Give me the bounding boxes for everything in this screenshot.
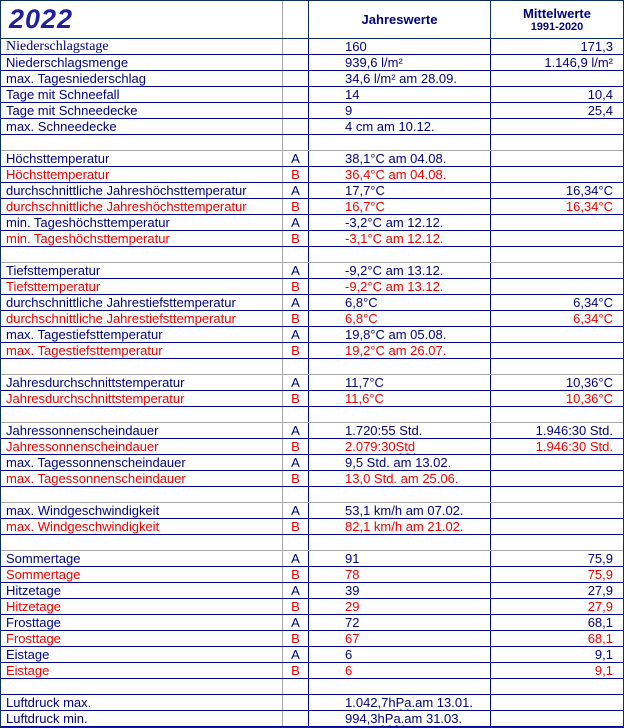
ab-indicator: B [283, 311, 309, 326]
jahreswerte-value [309, 135, 491, 150]
ab-indicator: B [283, 343, 309, 358]
ab-indicator [283, 247, 309, 262]
ab-indicator [283, 103, 309, 118]
table-row [1, 71, 623, 87]
ab-indicator: B [283, 567, 309, 582]
mittelwerte-value: 27,9 [587, 583, 613, 598]
row-label: Jahresdurchschnittstemperatur [1, 375, 283, 390]
jahreswerte-value: 11,7°C [309, 375, 491, 390]
table-row [1, 439, 623, 455]
table-row [1, 647, 623, 663]
ab-indicator [283, 679, 309, 694]
row-label: durchschnittliche Jahreshöchsttemperatur [1, 183, 283, 198]
jahreswerte-value: 19,2°C am 26.07. [309, 343, 491, 358]
ab-header-cell [283, 1, 309, 38]
table-row [1, 503, 623, 519]
row-label [1, 535, 283, 550]
ab-indicator: A [283, 503, 309, 518]
jahreswerte-value [309, 487, 491, 502]
mittelwerte-value [491, 343, 623, 358]
ab-indicator [283, 55, 309, 70]
mittelwerte-value: 9,1 [594, 663, 613, 678]
jahreswerte-value: 4 cm am 10.12. [309, 119, 491, 134]
ab-indicator [283, 695, 309, 710]
row-label: Jahressonnenscheindauer [1, 423, 283, 438]
spellcheck-squiggle: hPa. [377, 711, 405, 726]
yearly-values-header-label: Jahreswerte [361, 12, 438, 27]
jahreswerte-value: 17,7°C [309, 183, 491, 198]
ab-indicator: B [283, 663, 309, 678]
ab-indicator [283, 71, 309, 86]
row-label [1, 359, 283, 374]
mittelwerte-value [491, 487, 623, 502]
row-label: Eistage [1, 647, 283, 662]
jahreswerte-value: 6 [309, 663, 491, 678]
ab-indicator: B [283, 231, 309, 246]
table-row [1, 455, 623, 471]
ab-indicator: B [283, 439, 309, 454]
mittelwerte-value: 1.146,9 l/m² [544, 55, 613, 70]
jahreswerte-value: 994,3 hPa. am 31.03. [309, 711, 491, 726]
table-row [1, 567, 623, 583]
table-row [1, 695, 623, 711]
mittelwerte-value: 171,3 [580, 39, 613, 54]
row-label: max. Windgeschwindigkeit [1, 519, 283, 534]
row-label: Höchsttemperatur [1, 167, 283, 182]
mittelwerte-value: 16,34°C [565, 183, 613, 198]
ab-indicator: A [283, 375, 309, 390]
row-label: Frosttage [1, 631, 283, 646]
ab-indicator: B [283, 519, 309, 534]
jahreswerte-value: 160 [309, 39, 491, 54]
row-label: Niederschlagstage [1, 39, 283, 54]
jahreswerte-value: 78 [309, 567, 491, 582]
row-label: max. Tagestiefsttemperatur [1, 343, 283, 358]
spacer-row [1, 135, 623, 151]
ab-indicator: B [283, 167, 309, 182]
row-label: Sommertage [1, 551, 283, 566]
ab-indicator: B [283, 471, 309, 486]
row-label: Hitzetage [1, 599, 283, 614]
spacer-row [1, 247, 623, 263]
row-label: Sommertage [1, 567, 283, 582]
ab-indicator [283, 487, 309, 502]
row-label: Höchsttemperatur [1, 151, 283, 166]
mittelwerte-value: 10,4 [587, 87, 613, 102]
jahreswerte-value: 39 [309, 583, 491, 598]
jahreswerte-value: 1.720:55 Std. [309, 423, 491, 438]
table-row [1, 711, 623, 727]
row-label: max. Tagessonnenscheindauer [1, 471, 283, 486]
row-label: Jahressonnenscheindauer [1, 439, 283, 454]
jahreswerte-value: 82,1 km/h am 21.02. [309, 519, 491, 534]
ab-indicator: A [283, 215, 309, 230]
row-label: Hitzetage [1, 583, 283, 598]
table-row [1, 631, 623, 647]
table-row [1, 519, 623, 535]
ab-indicator: A [283, 295, 309, 310]
row-label: durchschnittliche Jahrestiefsttemperatur [1, 295, 283, 310]
mittelwerte-value [491, 519, 623, 534]
ab-indicator [283, 87, 309, 102]
row-label: max. Tagesniederschlag [1, 71, 283, 86]
row-label: Frosttage [1, 615, 283, 630]
jahreswerte-value: 38,1°C am 04.08. [309, 151, 491, 166]
jahreswerte-value [309, 247, 491, 262]
spellcheck-squiggle: hPa. [388, 695, 416, 710]
mittelwerte-value [491, 711, 623, 726]
jahreswerte-value: 6 [309, 647, 491, 662]
jahreswerte-value: 13,0 Std. am 25.06. [309, 471, 491, 486]
mittelwerte-value: 27,9 [587, 599, 613, 614]
ab-indicator [283, 535, 309, 550]
mittelwerte-value [491, 695, 623, 710]
table-row [1, 295, 623, 311]
means-header [491, 1, 623, 38]
year-title: 2022 [9, 4, 74, 34]
jahreswerte-value: -9,2°C am 13.12. [309, 263, 491, 278]
jahreswerte-value: 19,8°C am 05.08. [309, 327, 491, 342]
mittelwerte-value [491, 135, 623, 150]
mittelwerte-value [491, 151, 623, 166]
table-row [1, 87, 623, 103]
jahreswerte-value: 72 [309, 615, 491, 630]
row-label: Tiefsttemperatur [1, 263, 283, 278]
table-row [1, 55, 623, 71]
row-label [1, 135, 283, 150]
ab-indicator [283, 407, 309, 422]
mittelwerte-value [491, 471, 623, 486]
table-header-row [1, 1, 623, 39]
ab-indicator: A [283, 263, 309, 278]
ab-indicator: A [283, 455, 309, 470]
spacer-row [1, 407, 623, 423]
weather-table-rows [1, 39, 623, 727]
jahreswerte-value: 6,8°C [309, 295, 491, 310]
table-row [1, 167, 623, 183]
table-row [1, 327, 623, 343]
jahreswerte-value: -3,2°C am 12.12. [309, 215, 491, 230]
row-label: Tage mit Schneedecke [1, 103, 283, 118]
mittelwerte-value [491, 327, 623, 342]
mittelwerte-value: 9,1 [594, 647, 613, 662]
table-row [1, 199, 623, 215]
row-label: max. Windgeschwindigkeit [1, 503, 283, 518]
row-label: Luftdruck min. [1, 711, 283, 726]
yearly-values-header [309, 1, 491, 38]
jahreswerte-value: 6,8°C [309, 311, 491, 326]
spacer-row [1, 359, 623, 375]
table-row [1, 39, 623, 55]
table-row [1, 119, 623, 135]
mittelwerte-value: 1.946:30 Std. [535, 439, 613, 454]
ab-indicator: A [283, 647, 309, 662]
mittelwerte-value [491, 503, 623, 518]
ab-indicator: A [283, 151, 309, 166]
mittelwerte-value [491, 279, 623, 294]
row-label: Tiefsttemperatur [1, 279, 283, 294]
table-row [1, 311, 623, 327]
mittelwerte-value [491, 71, 623, 86]
row-label: max. Schneedecke [1, 119, 283, 134]
mittelwerte-value: 25,4 [587, 103, 613, 118]
ab-indicator: A [283, 183, 309, 198]
jahreswerte-value: 91 [309, 551, 491, 566]
row-label [1, 679, 283, 694]
jahreswerte-value: 29 [309, 599, 491, 614]
table-row [1, 151, 623, 167]
row-label: Jahresdurchschnittstemperatur [1, 391, 283, 406]
row-label: min. Tageshöchsttemperatur [1, 215, 283, 230]
ab-indicator: A [283, 423, 309, 438]
row-label: durchschnittliche Jahreshöchsttemperatur [1, 199, 283, 214]
jahreswerte-value: 36,4°C am 04.08. [309, 167, 491, 182]
row-label: durchschnittliche Jahrestiefsttemperatur [1, 311, 283, 326]
mittelwerte-value [491, 167, 623, 182]
mittelwerte-value: 1.946:30 Std. [535, 423, 613, 438]
ab-indicator [283, 119, 309, 134]
mittelwerte-value: 68,1 [587, 615, 613, 630]
ab-indicator [283, 39, 309, 54]
mittelwerte-value: 6,34°C [573, 295, 613, 310]
jahreswerte-value: -3,1°C am 12.12. [309, 231, 491, 246]
ab-indicator: B [283, 599, 309, 614]
row-label: min. Tageshöchsttemperatur [1, 231, 283, 246]
ab-indicator [283, 711, 309, 726]
ab-indicator: B [283, 391, 309, 406]
mittelwerte-value: 10,36°C [565, 391, 613, 406]
jahreswerte-value: 1.042,7 hPa. am 13.01. [309, 695, 491, 710]
ab-indicator: A [283, 615, 309, 630]
ab-indicator: A [283, 327, 309, 342]
table-row [1, 471, 623, 487]
jahreswerte-value [309, 407, 491, 422]
mittelwerte-value [491, 407, 623, 422]
mittelwerte-value: 75,9 [587, 567, 613, 582]
jahreswerte-value: 939,6 l/m² [309, 55, 491, 70]
jahreswerte-value: 9 [309, 103, 491, 118]
table-row [1, 343, 623, 359]
ab-indicator: B [283, 199, 309, 214]
jahreswerte-value: 14 [309, 87, 491, 102]
table-row [1, 423, 623, 439]
spacer-row [1, 487, 623, 503]
spacer-row [1, 535, 623, 551]
table-row [1, 583, 623, 599]
table-row [1, 615, 623, 631]
jahreswerte-value: 9,5 Std. am 13.02. [309, 455, 491, 470]
ab-indicator: B [283, 279, 309, 294]
ab-indicator: B [283, 631, 309, 646]
table-row [1, 263, 623, 279]
mittelwerte-value [491, 263, 623, 278]
mittelwerte-value [491, 455, 623, 470]
mittelwerte-value [491, 215, 623, 230]
row-label: Tage mit Schneefall [1, 87, 283, 102]
spellcheck-squiggle: Std [395, 439, 416, 454]
mittelwerte-value: 6,34°C [573, 311, 613, 326]
means-header-period: 1991-2020 [530, 20, 584, 33]
jahreswerte-value: 11,6°C [309, 391, 491, 406]
jahreswerte-value: 67 [309, 631, 491, 646]
jahreswerte-value [309, 535, 491, 550]
mittelwerte-value [491, 535, 623, 550]
row-label: Eistage [1, 663, 283, 678]
row-label [1, 247, 283, 262]
jahreswerte-value [309, 359, 491, 374]
table-row [1, 279, 623, 295]
jahreswerte-value: 16,7°C [309, 199, 491, 214]
mittelwerte-value [491, 231, 623, 246]
jahreswerte-value: -9,2°C am 13.12. [309, 279, 491, 294]
ab-indicator [283, 359, 309, 374]
mittelwerte-value: 10,36°C [565, 375, 613, 390]
row-label [1, 487, 283, 502]
row-label: max. Tagessonnenscheindauer [1, 455, 283, 470]
table-row [1, 103, 623, 119]
ab-indicator [283, 135, 309, 150]
row-label: max. Tagestiefsttemperatur [1, 327, 283, 342]
jahreswerte-value [309, 679, 491, 694]
mittelwerte-value [491, 359, 623, 374]
table-row [1, 599, 623, 615]
year-header-cell [1, 1, 283, 38]
table-row [1, 215, 623, 231]
means-header-label: Mittelwerte [523, 5, 591, 21]
table-row [1, 551, 623, 567]
ab-indicator: A [283, 583, 309, 598]
mittelwerte-value [491, 247, 623, 262]
table-row [1, 183, 623, 199]
mittelwerte-value: 68,1 [587, 631, 613, 646]
spacer-row [1, 679, 623, 695]
row-label [1, 407, 283, 422]
row-label: Luftdruck max. [1, 695, 283, 710]
row-label: Niederschlagsmenge [1, 55, 283, 70]
jahreswerte-value: 2.079:30 Std [309, 439, 491, 454]
jahreswerte-value: 53,1 km/h am 07.02. [309, 503, 491, 518]
jahreswerte-value: 34,6 l/m² am 28.09. [309, 71, 491, 86]
table-row [1, 231, 623, 247]
mittelwerte-value [491, 679, 623, 694]
mittelwerte-value: 16,34°C [565, 199, 613, 214]
table-row [1, 663, 623, 679]
table-row [1, 391, 623, 407]
ab-indicator: A [283, 551, 309, 566]
table-row [1, 375, 623, 391]
mittelwerte-value: 75,9 [587, 551, 613, 566]
mittelwerte-value [491, 119, 623, 134]
